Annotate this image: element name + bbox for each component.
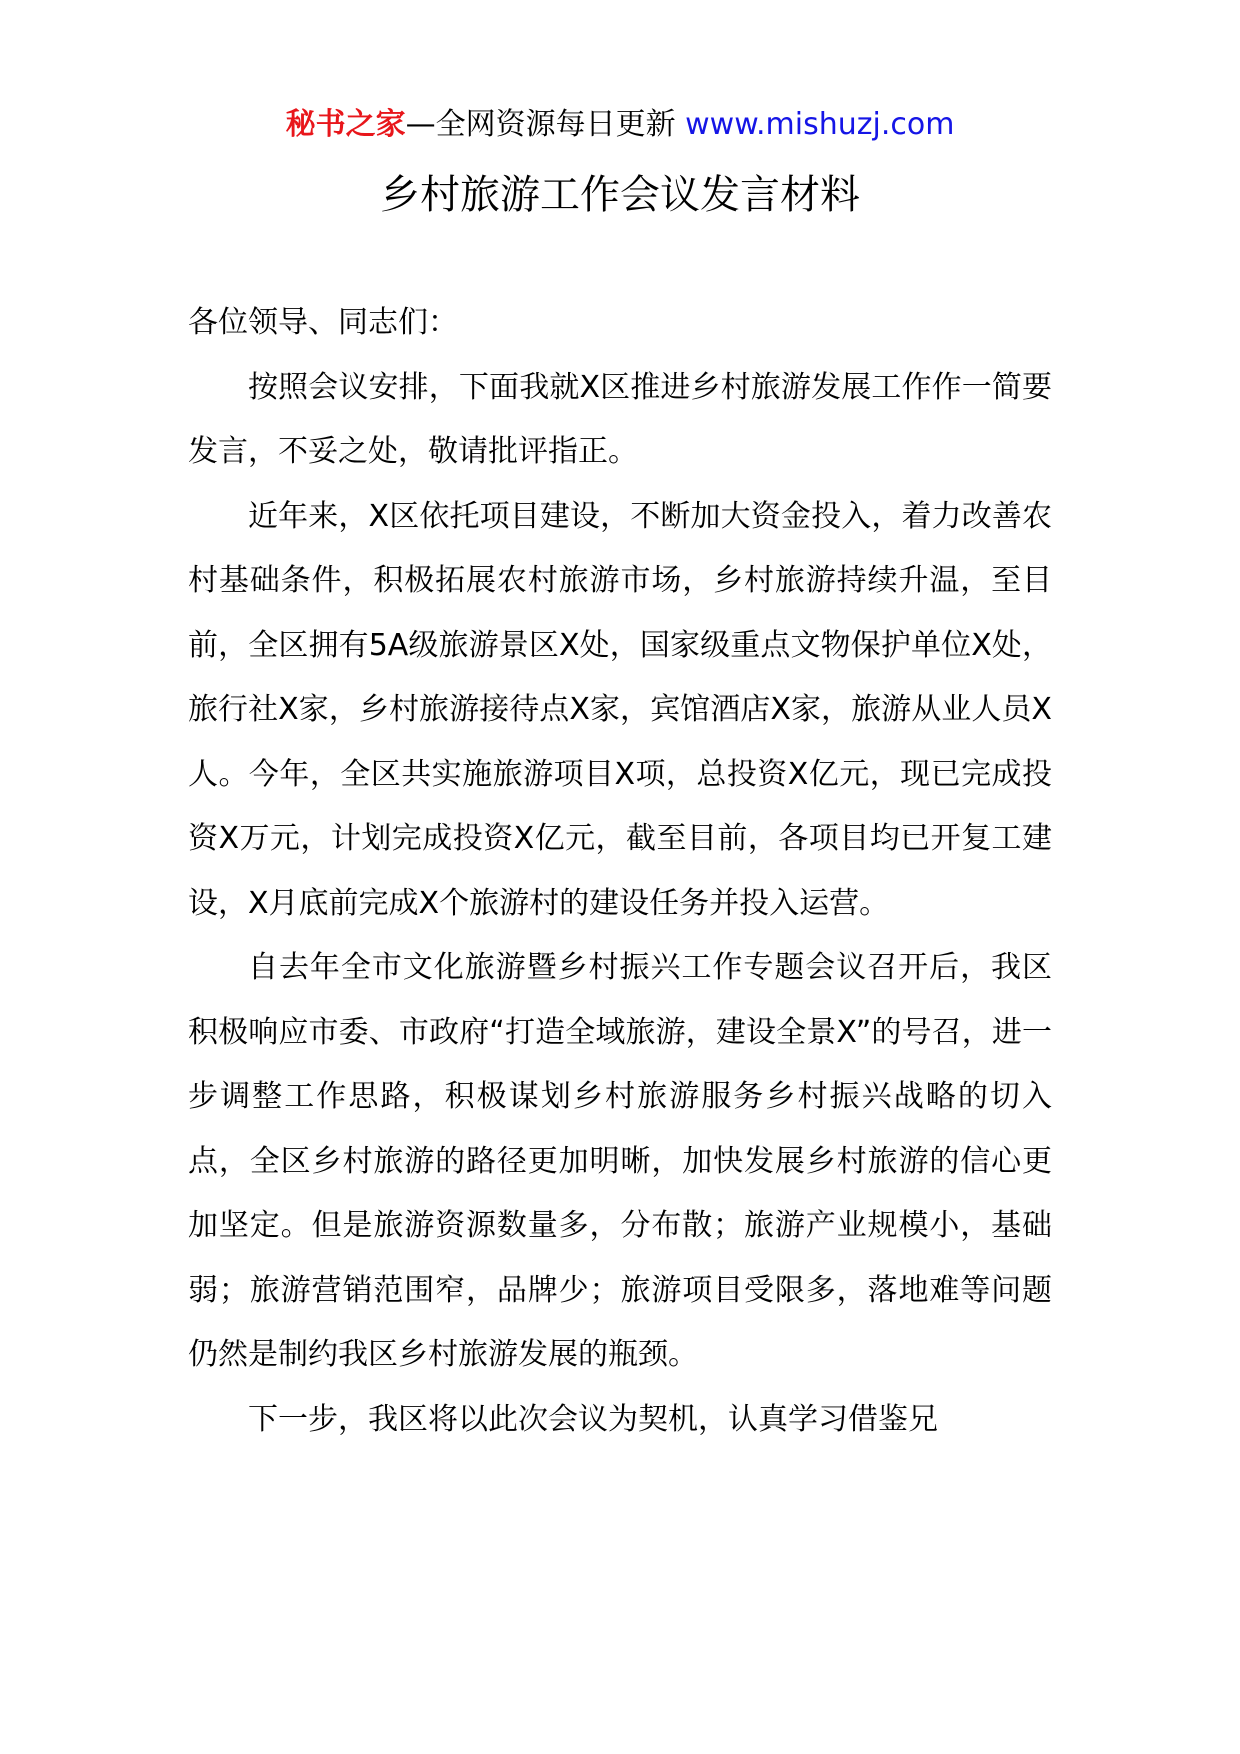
- brand-name: 秘书之家: [285, 107, 406, 142]
- paragraph-2: 近年来，X区依托项目建设，不断加大资金投入，着力改善农村基础条件，积极拓展农村旅游市场，乡村旅游持续升温，至目前，全区拥有5A级旅游景区X处，国家级重点文物保护单位X处，旅行社X家，乡村旅游接待点X家，宾馆酒店X家，旅游从业人员X人。今年，全区共实施旅游项目X项，总投资X亿元，现已完成投资X万元，计划完成投资X亿元，截至目前，各项目均已开复工建设，X月底前完成X个旅游村的建设任务并投入运营。: [188, 498, 1052, 921]
- document-body: [188, 291, 1052, 1452]
- site-url-link[interactable]: www.mishuzj.com: [685, 107, 955, 142]
- brand-tagline: —全网资源每日更新: [405, 107, 686, 142]
- salutation: 各位领导、同志们：: [188, 305, 458, 340]
- site-banner: [0, 100, 1240, 150]
- paragraph-3: 自去年全市文化旅游暨乡村振兴工作专题会议召开后，我区积极响应市委、市政府“打造全域旅游，建设全景X”的号召，进一步调整工作思路，积极谋划乡村旅游服务乡村振兴战略的切入点，全区乡村旅游的路径更加明晰，加快发展乡村旅游的信心更加坚定。但是旅游资源数量多，分布散；旅游产业规模小，基础弱；旅游营销范围窄，品牌少；旅游项目受限多，落地难等问题仍然是制约我区乡村旅游发展的瓶颈。: [188, 950, 1052, 1372]
- paragraph-4: 下一步，我区将以此次会议为契机，认真学习借鉴兄: [248, 1401, 938, 1437]
- document-title: 乡村旅游工作会议发言材料: [380, 172, 860, 218]
- paragraph-1: 按照会议安排，下面我就X区推进乡村旅游发展工作作一简要发言，不妥之处，敬请批评指正。: [188, 369, 1052, 469]
